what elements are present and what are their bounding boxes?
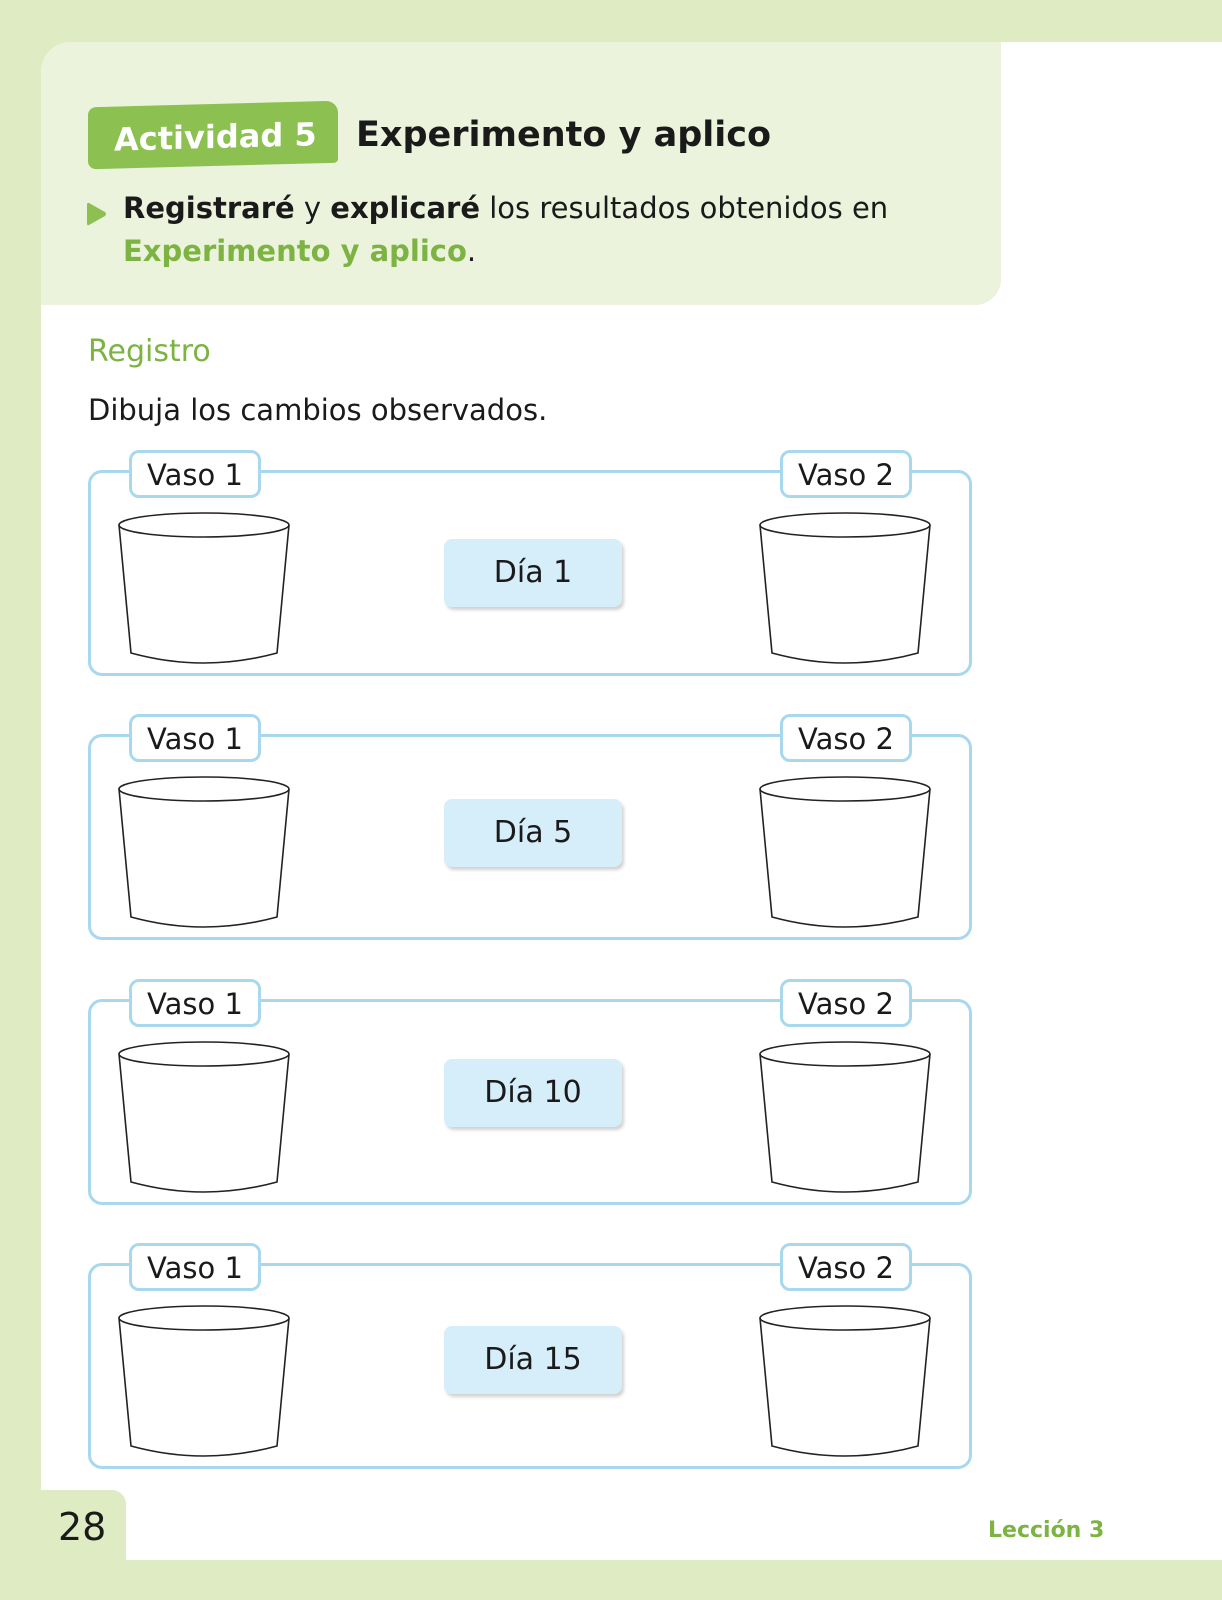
cup-1-label: Vaso 1 — [129, 450, 261, 498]
cup-outline-icon — [757, 1304, 933, 1466]
activity-objective — [123, 187, 923, 273]
section-instruction: Dibuja los cambios observados. — [88, 393, 548, 427]
day-label: Día 15 — [444, 1326, 622, 1394]
lesson-label: Lección 3 — [988, 1518, 1105, 1543]
objective-highlight: Experimento y aplico — [123, 234, 467, 268]
objective-connector: y — [294, 191, 331, 225]
activity-badge: Actividad 5 — [88, 101, 338, 170]
day-label: Día 5 — [444, 799, 622, 867]
cup-outline-icon — [116, 511, 292, 673]
cup-outline-icon — [757, 511, 933, 673]
observation-row — [88, 987, 972, 1205]
cup-2-label: Vaso 2 — [780, 714, 912, 762]
cup-1-label: Vaso 1 — [129, 1243, 261, 1291]
day-label: Día 10 — [444, 1059, 622, 1127]
page-number-tab — [0, 1490, 126, 1560]
section-title: Registro — [88, 334, 211, 369]
cup-2-label: Vaso 2 — [780, 450, 912, 498]
play-triangle-icon — [86, 200, 108, 228]
objective-end: . — [466, 234, 477, 268]
activity-title: Experimento y aplico — [356, 115, 772, 155]
cup-outline-icon — [116, 775, 292, 937]
objective-verb-register: Registraré — [123, 191, 295, 225]
page-number: 28 — [58, 1505, 107, 1549]
cup-2-label: Vaso 2 — [780, 1243, 912, 1291]
cup-outline-icon — [116, 1304, 292, 1466]
cup-outline-icon — [757, 775, 933, 937]
observation-row — [88, 722, 972, 940]
cup-1-label: Vaso 1 — [129, 979, 261, 1027]
day-label: Día 1 — [444, 539, 622, 607]
observation-row — [88, 458, 972, 676]
cup-outline-icon — [116, 1040, 292, 1202]
observation-row — [88, 1251, 972, 1469]
objective-verb-explain: explicaré — [330, 191, 481, 225]
objective-text: los resultados obtenidos en — [480, 191, 889, 225]
cup-1-label: Vaso 1 — [129, 714, 261, 762]
cup-outline-icon — [757, 1040, 933, 1202]
cup-2-label: Vaso 2 — [780, 979, 912, 1027]
